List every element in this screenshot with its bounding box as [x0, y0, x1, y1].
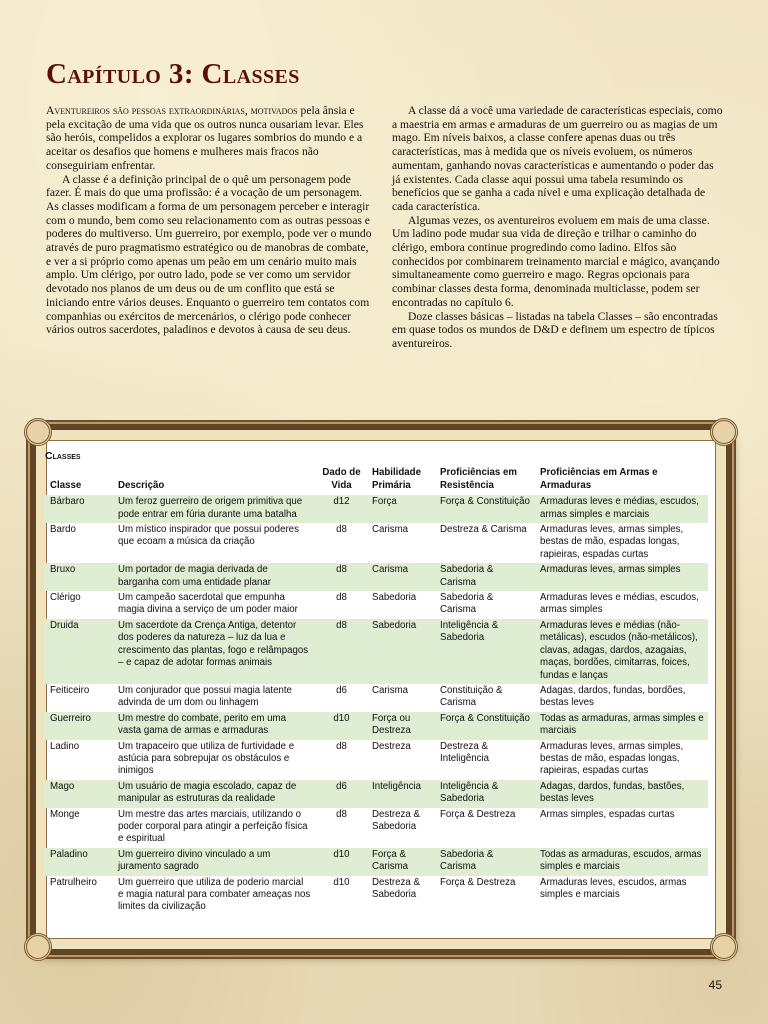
cell-habilidade-primaria: Inteligência: [366, 780, 434, 808]
cell-classe: Ladino: [50, 740, 80, 752]
table-row: [44, 563, 708, 591]
basic-classes-paragraph: Doze classes básicas – listadas na tabela Classes – são encontradas em quase todos os mundos de D&D e definem um espectro de típicos aventureiros.: [392, 309, 718, 350]
cell-habilidade-primaria: Sabedoria: [366, 619, 434, 684]
cell-proficiencias-armas: Armas simples, espadas curtas: [540, 808, 675, 820]
class-definition-paragraph: A classe é a definição principal de o quê um personagem pode fazer. É mais do que uma profissão: é a vocação de um personagem. As classes modificam a forma de um personagem perceber e interagir com o mundo, bem como seu relacionamento com as outras pessoas e poderes do multiverso. Um guerreiro, por exemplo, pode ver o mundo através de puro pragmatismo estratégico ou de manobras de combate, e ver a si próprio como apenas um peão em um cenário muito mais amplo. Um clérigo, por outro lado, pode se ver como um servidor devotado nos planos de um deus ou de um conflito que está se iniciando entre vários deuses. Enquanto o guerreiro tem contatos com companhias ou exércitos de mercenários, o clérigo pode conhecer vários outros sacerdotes, paladinos e devotos à causa de seu deus.: [46, 172, 372, 337]
intro-paragraph: [46, 104, 376, 173]
cell-classe: Mago: [44, 780, 112, 808]
cell-proficiencias-armas: Adagas, dardos, fundas, bordões, bestas leves: [540, 684, 686, 709]
cell-descricao: Um trapaceiro que utiliza de furtividade e astúcia para sobrepujar os obstáculos e inimigos: [118, 740, 295, 777]
cell-habilidade-primaria: Destreza & Sabedoria: [372, 876, 420, 900]
cell-dado-de-vida: d6: [336, 684, 347, 696]
cell-descricao: Um feroz guerreiro de origem primitiva que pode entrar em fúria durante uma batalha: [112, 495, 314, 523]
cell-habilidade-primaria: Destreza: [372, 740, 411, 752]
cell-proficiencias-resistencia: Força & Destreza: [440, 808, 516, 820]
header-dado-de-vida: Dado de Vida: [322, 467, 361, 491]
cell-habilidade-primaria: Carisma: [372, 684, 409, 696]
lead-in-text: Aventureiros são pessoas extraordinárias, motivados: [46, 104, 298, 117]
cell-proficiencias-resistencia: Destreza & Carisma: [440, 524, 527, 536]
cell-proficiencias-resistencia: Sabedoria & Carisma: [440, 592, 494, 616]
cell-dado-de-vida: d8: [314, 563, 366, 591]
header-classe: Classe: [50, 479, 82, 491]
table-row: [44, 780, 708, 808]
table-row: [44, 684, 708, 712]
cell-descricao: Um conjurador que possui magia latente advinda de um dom ou linhagem: [118, 684, 292, 709]
cell-habilidade-primaria: Força ou Destreza: [366, 712, 434, 740]
cell-descricao: Um mestre das artes marciais, utilizando o poder corporal para atingir a perfeição física e espiritual: [118, 808, 308, 845]
cell-classe: Paladino: [44, 848, 112, 876]
chapter-title: Capítulo 3: Classes: [46, 58, 300, 90]
cell-dado-de-vida: d10: [314, 712, 366, 740]
cell-proficiencias-resistencia: Força & Destreza: [440, 876, 516, 888]
left-text-column: [46, 104, 376, 337]
table-row: [44, 523, 708, 563]
table-row: [44, 591, 708, 619]
cell-proficiencias-resistencia: Força & Constituição: [434, 712, 534, 740]
cell-proficiencias-armas: Armaduras leves e médias (não-metálicas), escudos (não-metálicos), clavas, adagas, dardos, azagaias, maças, bordões, cimitarras, foices, fundas e lanças: [534, 619, 708, 684]
cell-descricao: Um sacerdote da Crença Antiga, detentor dos poderes da natureza – luz da lua e crescimento das plantas, fogo e relâmpagos – e capaz de adotar formas animais: [112, 619, 314, 684]
classes-table-area: [44, 450, 708, 916]
cell-dado-de-vida: d8: [314, 619, 366, 684]
cell-classe: Guerreiro: [44, 712, 112, 740]
cell-classe: Clérigo: [50, 592, 81, 604]
frame-corner-ornament: [24, 933, 52, 961]
table-row: [44, 495, 708, 523]
table-caption: Classes: [45, 450, 81, 462]
table-row: [44, 740, 708, 780]
page-number: 45: [708, 978, 722, 992]
cell-classe: Bruxo: [44, 563, 112, 591]
cell-classe: Feiticeiro: [50, 684, 90, 696]
cell-dado-de-vida: d10: [333, 876, 350, 888]
table-row: [44, 848, 708, 876]
cell-proficiencias-resistencia: Constituição & Carisma: [440, 684, 503, 709]
cell-descricao: Um mestre do combate, perito em uma vasta gama de armas e armaduras: [112, 712, 314, 740]
cell-habilidade-primaria: Destreza & Sabedoria: [372, 808, 420, 832]
cell-habilidade-primaria: Sabedoria: [372, 592, 417, 604]
cell-classe: Bárbaro: [44, 495, 112, 523]
cell-proficiencias-armas: Todas as armaduras, escudos, armas simples e marciais: [534, 848, 708, 876]
table-row: [44, 876, 708, 916]
cell-proficiencias-armas: Todas as armaduras, armas simples e marciais: [534, 712, 708, 740]
cell-descricao: Um usuário de magia escolado, capaz de manipular as estruturas da realidade: [112, 780, 314, 808]
cell-dado-de-vida: d8: [336, 740, 347, 752]
cell-proficiencias-armas: Armaduras leves, armas simples: [534, 563, 708, 591]
cell-proficiencias-armas: Armaduras leves, escudos, armas simples e marciais: [540, 876, 687, 900]
cell-descricao: Um campeão sacerdotal que empunha magia divina a serviço de um poder maior: [118, 592, 298, 616]
cell-proficiencias-armas: Armaduras leves, armas simples, bestas de mão, espadas longas, rapieiras, espadas curtas: [540, 740, 684, 777]
classes-table: [44, 465, 708, 915]
cell-classe: Druida: [44, 619, 112, 684]
cell-descricao: Um místico inspirador que possui poderes que ecoam a música da criação: [118, 524, 299, 548]
table-row: [44, 808, 708, 848]
right-text-column: [392, 104, 724, 351]
header-proficiencias-resistencia: Proficiências em Resistência: [440, 467, 517, 491]
cell-descricao: Um guerreiro divino vinculado a um juramento sagrado: [112, 848, 314, 876]
cell-dado-de-vida: d8: [336, 592, 347, 604]
header-descricao: Descrição: [118, 479, 165, 491]
cell-descricao: Um guerreiro que utiliza de poderio marcial e magia natural para combater ameaças nos limites da civilização: [118, 876, 311, 913]
cell-proficiencias-resistencia: Força & Constituição: [434, 495, 534, 523]
cell-dado-de-vida: d12: [314, 495, 366, 523]
cell-descricao: Um portador de magia derivada de barganha com uma entidade planar: [112, 563, 314, 591]
table-header-row: [44, 465, 708, 495]
multiclass-paragraph: Algumas vezes, os aventureiros evoluem em mais de uma classe. Um ladino pode mudar sua vida de direção e trilhar o caminho do clérigo, embora continue progredindo como ladino. Elfos são conhecidos por combinarem treinamento marcial e mágico, avançando simultaneamente como guerreiro e mago. Regras opcionais para combinar classes desta forma, denominada multiclasse, podem ser encontradas no capítulo 6.: [392, 213, 720, 309]
frame-corner-ornament: [710, 933, 738, 961]
intro-paragraph-text: pela ânsia e pela excitação de uma vida que os outros nunca ousariam levar. Eles são heróis, compelidos a explorar os lugares sombrios do mundo e a aceitar os desafios que homens e mulheres mais fracos não conseguiriam enfrentar.: [46, 104, 364, 172]
class-features-paragraph: A classe dá a você uma variedade de características especiais, como a maestria em armas e armaduras de um guerreiro ou as magias de um mago. Em níveis baixos, a classe confere apenas duas ou três características, mas à medida que os níveis evoluem, os números aumentam, ganhando novas características e aumentando o poder das já existentes. Cada classe aqui possui uma tabela resumindo os benefícios que se ganha a cada nível e uma explicação detalhada de cada característica.: [392, 104, 723, 213]
cell-habilidade-primaria: Força & Carisma: [366, 848, 434, 876]
cell-proficiencias-armas: Armaduras leves e médias, escudos, armas simples e marciais: [534, 495, 708, 523]
cell-habilidade-primaria: Carisma: [366, 563, 434, 591]
table-row: [44, 712, 708, 740]
header-proficiencias-armas: Proficiências em Armas e Armaduras: [540, 467, 658, 491]
cell-habilidade-primaria: Carisma: [372, 524, 409, 536]
table-body: [44, 495, 708, 916]
cell-proficiencias-resistencia: Inteligência & Sabedoria: [434, 619, 534, 684]
frame-corner-ornament: [710, 418, 738, 446]
cell-classe: Patrulheiro: [50, 876, 97, 888]
table-row: [44, 619, 708, 684]
cell-proficiencias-resistencia: Sabedoria & Carisma: [434, 563, 534, 591]
cell-proficiencias-armas: Armaduras leves e médias, escudos, armas simples: [540, 592, 699, 616]
cell-classe: Monge: [50, 808, 80, 820]
cell-classe: Bardo: [50, 524, 76, 536]
header-habilidade-primaria: Habilidade Primária: [372, 467, 421, 491]
cell-proficiencias-armas: Adagas, dardos, fundas, bastões, bestas leves: [534, 780, 708, 808]
frame-corner-ornament: [24, 418, 52, 446]
cell-proficiencias-resistencia: Inteligência & Sabedoria: [434, 780, 534, 808]
cell-dado-de-vida: d10: [314, 848, 366, 876]
cell-proficiencias-resistencia: Destreza & Inteligência: [440, 740, 490, 764]
cell-habilidade-primaria: Força: [366, 495, 434, 523]
cell-dado-de-vida: d6: [314, 780, 366, 808]
cell-proficiencias-resistencia: Sabedoria & Carisma: [434, 848, 534, 876]
cell-proficiencias-armas: Armaduras leves, armas simples, bestas de mão, espadas longas, rapieiras, espadas curtas: [540, 524, 684, 560]
cell-dado-de-vida: d8: [336, 524, 347, 536]
cell-dado-de-vida: d8: [336, 808, 347, 820]
